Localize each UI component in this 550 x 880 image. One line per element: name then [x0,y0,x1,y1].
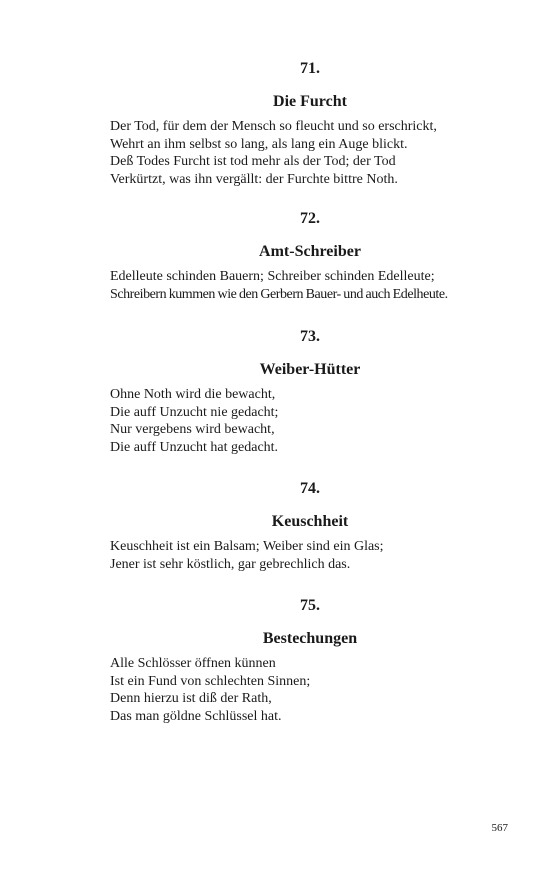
poem-title: Amt-Schreiber [259,243,361,260]
poem-75 [110,596,510,725]
poem-line: Das man göldne Schlüssel hat. [110,708,282,724]
poem-line: Denn hierzu ist diß der Rath, [110,691,272,706]
poem-line: Der Tod, für dem der Mensch so fleucht und so erschrickt, [110,119,437,134]
poem-74 [110,479,510,573]
poem-line: Keuschheit ist ein Balsam; Weiber sind ein Glas; [110,539,384,554]
poem-number: 71. [300,60,320,77]
poem-line: Edelleute schinden Bauern; Schreiber schinden Edelleute; [110,269,435,284]
poem-71 [110,59,510,188]
poem-line: Alle Schlösser öffnen künnen [110,656,276,671]
poem-title: Bestechungen [262,630,358,647]
poem-line: Jener ist sehr köstlich, gar gebrechlich das. [110,556,351,572]
poem-title: Keuschheit [271,513,349,530]
poem-title: Die Furcht [273,93,347,110]
poem-line: Ohne Noth wird die bewacht, [110,387,276,402]
poem-body [110,386,510,456]
poem-line: Verkürtzt, was ihn vergällt: der Furchte bittre Noth. [110,171,398,187]
poem-72 [110,209,510,303]
poem-body [110,118,510,188]
poem-number: 72. [300,210,320,227]
poem-number: 73. [300,328,320,345]
poem-line: Ist ein Fund von schlechten Sinnen; [110,673,311,689]
poem-line: Nur vergebens wird bewacht, [110,422,275,437]
poem-line: Wehrt an ihm selbst so lang, als lang ein Auge blickt. [110,136,408,152]
page-number: 567 [491,822,508,834]
poem-line: Deß Todes Furcht ist tod mehr als der Tod; der Tod [110,154,396,169]
poem-number: 75. [300,597,320,614]
poem-line: Die auff Unzucht hat gedacht. [110,439,279,455]
poem-body [110,655,510,725]
poem-number: 74. [300,480,320,497]
poem-73 [110,327,510,456]
poem-line: Die auff Unzucht nie gedacht; [110,404,279,420]
poem-title: Weiber-Hütter [259,361,361,378]
poem-line: Schreibern kummen wie den Gerbern Bauer- und auch Edelheute. [110,286,448,302]
poem-body [110,268,510,303]
poem-body [110,538,510,573]
